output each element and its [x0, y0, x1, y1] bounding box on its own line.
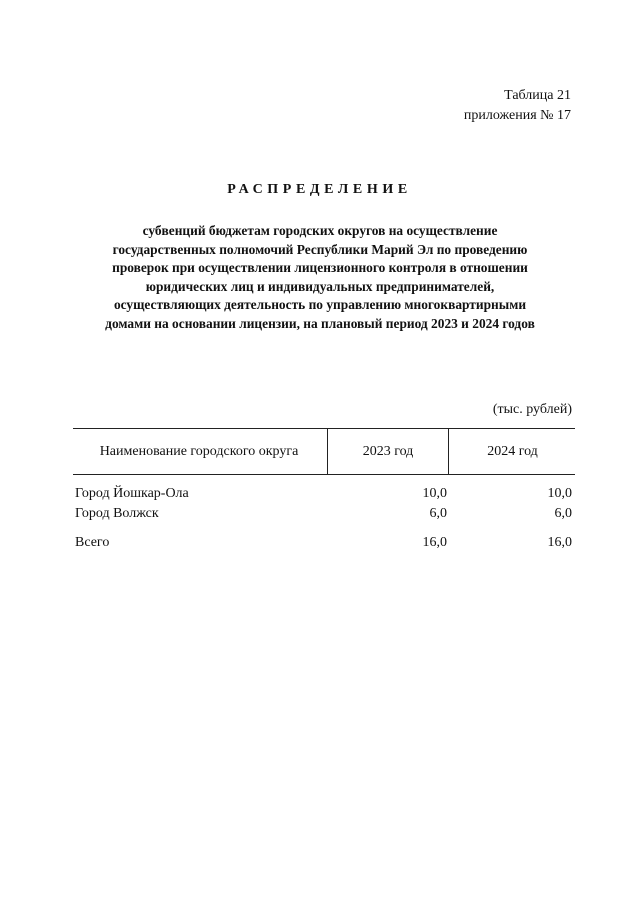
total-2023: 16,0	[422, 535, 447, 550]
appendix-number: приложения № 17	[463, 108, 571, 123]
document-title: РАСПРЕДЕЛЕНИЕ	[227, 182, 412, 197]
subtitle-line: осуществляющих деятельность по управлению многоквартирными	[113, 297, 527, 313]
table-reference	[464, 86, 571, 126]
document-subtitle	[40, 222, 600, 334]
table-header	[73, 428, 575, 475]
value-2024: 6,0	[554, 506, 572, 521]
header-year-2023: 2023 год	[327, 429, 448, 474]
table-number: Таблица 21	[504, 88, 571, 103]
distribution-table	[73, 428, 575, 550]
table-row	[73, 484, 575, 504]
value-2023: 10,0	[422, 486, 447, 501]
subtitle-line: субвенций бюджетам городских округов на осуществление	[142, 223, 498, 238]
subtitle-line: домами на основании лицензии, на плановый период 2023 и 2024 годов	[105, 315, 535, 331]
value-2024: 10,0	[547, 486, 572, 501]
header-year-2024: 2024 год	[448, 429, 576, 474]
total-row	[73, 533, 575, 553]
total-label: Всего	[75, 535, 110, 550]
district-name: Город Волжск	[75, 506, 159, 521]
value-2023: 6,0	[429, 506, 447, 521]
header-district-name: Наименование городского округа	[99, 444, 299, 459]
district-name: Город Йошкар-Ола	[75, 486, 189, 501]
subtitle-line: проверок при осуществлении лицензионного контроля в отношении	[112, 260, 528, 276]
subtitle-line: государственных полномочий Республики Марий Эл по проведению	[112, 241, 528, 257]
total-2024: 16,0	[547, 535, 572, 550]
subtitle-line: юридических лиц и индивидуальных предпринимателей,	[145, 278, 495, 294]
units-label: (тыс. рублей)	[492, 402, 572, 417]
table-row	[73, 504, 575, 524]
